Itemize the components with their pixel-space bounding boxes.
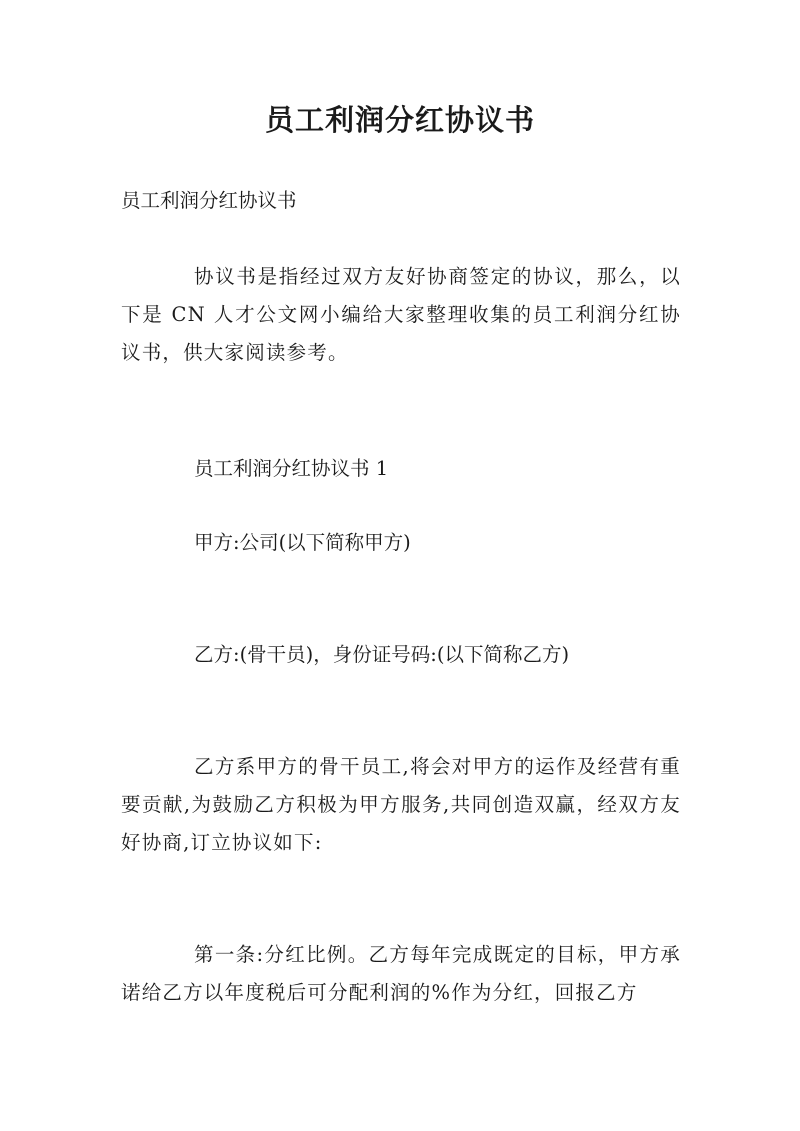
section-heading: 员工利润分红协议书 1 <box>194 457 389 480</box>
document-subtitle: 员工利润分红协议书 <box>121 189 297 212</box>
document-title: 员工利润分红协议书 <box>264 103 535 137</box>
preamble-paragraph: 乙方系甲方的骨干员工,将会对甲方的运作及经营有重要贡献,为鼓励乙方积极为甲方服务,共同创造双赢，经双方友好协商,订立协议如下: <box>121 755 681 854</box>
article-1-paragraph: 第一条:分红比例。乙方每年完成既定的目标，甲方承诺给乙方以年度税后可分配利润的%作为分红，回报乙方 <box>121 943 681 1004</box>
intro-paragraph: 协议书是指经过双方友好协商签定的协议，那么，以下是 CN 人才公文网小编给大家整理收集的员工利润分红协议书，供大家阅读参考。 <box>121 265 681 364</box>
party-b-line: 乙方:(骨干员)，身份证号码:(以下简称乙方) <box>194 643 570 666</box>
party-a-line: 甲方:公司(以下简称甲方) <box>194 531 411 554</box>
